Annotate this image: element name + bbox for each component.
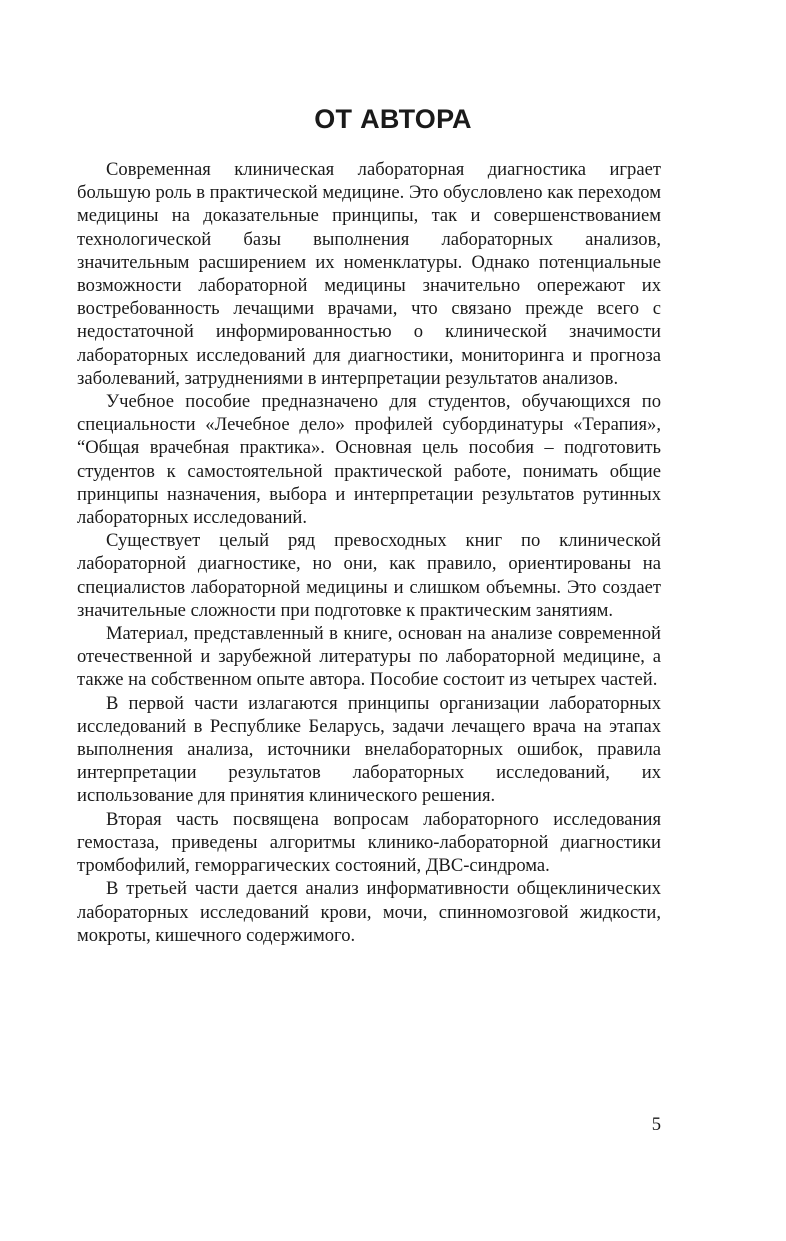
paragraph-6: Вторая часть посвящена вопросам лабораторного исследования гемостаза, приведены алгоритмы клинико-лабораторной диагностики тромбофилий, геморрагических состояний, ДВС-синдрома. [77,808,661,877]
section-title: ОТ АВТОРА [314,104,472,134]
page-number: 5 [651,1114,661,1135]
paragraph-1: Современная клиническая лабораторная диагностика играет большую роль в практической медицине. Это обусловлено как переходом медицины на доказательные принципы, так и совершенствованием технологической базы выполнения лабораторных анализов, значительным расширением их номенклатуры. Однако потенциальные возможности лабораторной медицины значительно опережают их востребованность лечащими врачами, что связано прежде всего с недостаточной информированностью о клинической значимости лабораторных исследований для диагностики, мониторинга и прогноза заболеваний, затруднениями в интерпретации результатов анализов. [77,159,661,389]
paragraph-3: Существует целый ряд превосходных книг по клинической лабораторной диагностике, но они, как правило, ориентированы на специалистов лабораторной медицины и слишком объемны. Это создает значительные сложности при подготовке к практическим занятиям. [77,530,661,621]
body-text [77,158,661,947]
paragraph-4: Материал, представленный в книге, основан на анализе современной отечественной и зарубежной литературы по лабораторной медицине, а также на собственном опыте автора. Пособие состоит из четырех частей. [77,623,661,691]
paragraph-7: В третьей части дается анализ информативности общеклинических лабораторных исследований крови, мочи, спинномозговой жидкости, мокроты, кишечного содержимого. [77,878,661,946]
paragraph-2: Учебное пособие предназначено для студентов, обучающихся по специальности «Лечебное дело» профилей субординатуры «Терапия», “Общая врачебная практика». Основная цель пособия – подготовить студентов к самостоятельной практической работе, понимать общие принципы назначения, выбора и интерпретации результатов рутинных лабораторных исследований. [77,391,661,529]
paragraph-5: В первой части излагаются принципы организации лабораторных исследований в Республике Беларусь, задачи лечащего врача на этапах выполнения анализа, источники внелабораторных ошибок, правила интерпретации результатов лабораторных исследований, их использование для принятия клинического решения. [77,692,661,807]
